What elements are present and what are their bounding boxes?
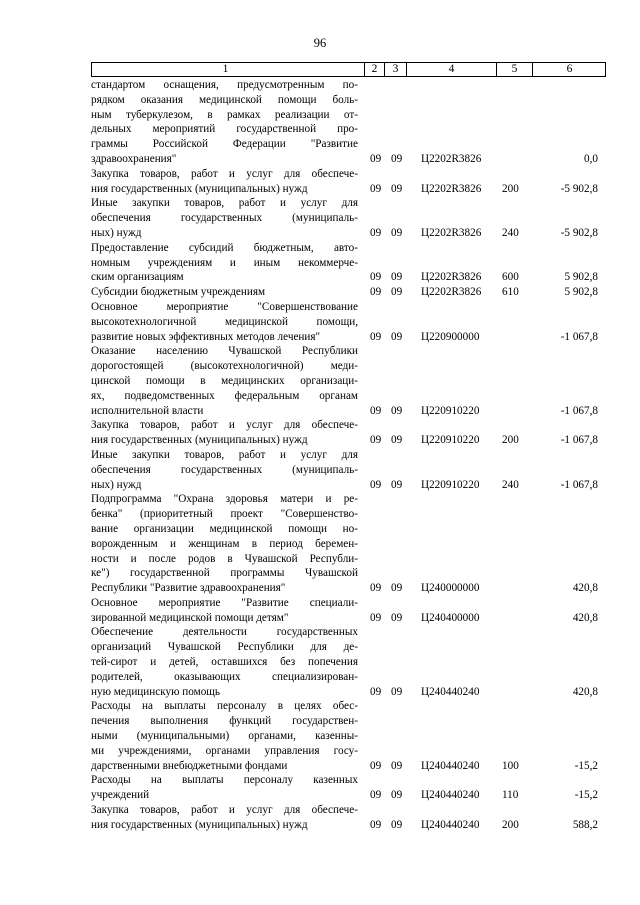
- header-col-5: 5: [496, 63, 532, 76]
- amount: 420,8: [572, 611, 598, 624]
- subsection-code: 09: [391, 286, 403, 299]
- description-line: Основное мероприятие "Совершенствование: [91, 300, 358, 313]
- subsection-code: 09: [391, 478, 403, 491]
- section-code: 09: [370, 404, 382, 417]
- description-line: бенка" (приоритетный проект "Совершенство-: [91, 508, 358, 521]
- target-item-code: Ц2202R3826: [421, 182, 482, 195]
- target-item-code: Ц220910220: [421, 478, 480, 491]
- subsection-code: 09: [391, 182, 403, 195]
- table-row: [91, 196, 606, 240]
- section-code: 09: [370, 611, 382, 624]
- description-line: ности и после родов в Чувашской Республи-: [91, 552, 358, 565]
- table-row: [91, 241, 606, 285]
- section-code: 09: [370, 582, 382, 595]
- expense-type-code: 100: [502, 759, 519, 772]
- table-row: [91, 625, 606, 699]
- description-line: ным туберкулезом, в рамках реализации от-: [91, 108, 358, 121]
- description-line: обеспечения государственных (муниципаль-: [91, 212, 358, 225]
- description-line: Иные закупки товаров, работ и услуг для: [91, 448, 358, 461]
- target-item-code: Ц220900000: [421, 330, 480, 343]
- subsection-code: 09: [391, 271, 403, 284]
- description-line: ных) нужд: [91, 226, 142, 239]
- expense-type-code: 110: [502, 789, 519, 802]
- table-row: [91, 773, 606, 803]
- description-line: развитие новых эффективных методов лечения": [91, 330, 321, 343]
- table-row: [91, 492, 606, 596]
- row-description: [91, 167, 358, 197]
- target-item-code: Ц2202R3826: [421, 152, 482, 165]
- subsection-code: 09: [391, 759, 403, 772]
- description-line: цинской помощи в медицинских организаци-: [91, 374, 358, 387]
- amount: -5 902,8: [560, 182, 598, 195]
- section-code: 09: [370, 759, 382, 772]
- row-description: [91, 344, 358, 418]
- description-line: рядком оказания медицинской помощи боль-: [91, 93, 358, 106]
- table-row: [91, 596, 606, 626]
- table-body: [91, 78, 606, 833]
- row-description: [91, 773, 358, 803]
- section-code: 09: [370, 685, 382, 698]
- section-code: 09: [370, 226, 382, 239]
- row-description: [91, 196, 358, 240]
- description-line: ским организациям: [91, 271, 184, 284]
- expense-type-code: 200: [502, 818, 519, 831]
- description-line: ния государственных (муниципальных) нужд: [91, 818, 308, 831]
- row-description: [91, 241, 358, 285]
- row-description: [91, 448, 358, 492]
- header-col-1: 1: [222, 63, 229, 75]
- expense-type-code: 240: [502, 478, 519, 491]
- table-row: [91, 448, 606, 492]
- description-line: учреждений: [91, 789, 150, 802]
- description-line: здравоохранения": [91, 152, 177, 165]
- section-code: 09: [370, 152, 382, 165]
- table-row: [91, 285, 606, 300]
- description-line: Субсидии бюджетным учреждениям: [91, 286, 266, 299]
- description-line: стандартом оснащения, предусмотренным по-: [91, 79, 358, 91]
- target-item-code: Ц240440240: [421, 759, 480, 772]
- amount: 588,2: [572, 818, 598, 831]
- target-item-code: Ц240440240: [421, 789, 480, 802]
- description-line: дорогостоящей (высокотехнологичной) меди-: [91, 360, 358, 373]
- description-line: ния государственных (муниципальных) нужд: [91, 434, 308, 447]
- target-item-code: Ц240440240: [421, 818, 480, 831]
- amount: -5 902,8: [560, 226, 598, 239]
- subsection-code: 09: [391, 330, 403, 343]
- target-item-code: Ц220910220: [421, 404, 480, 417]
- section-code: 09: [370, 182, 382, 195]
- description-line: Основное мероприятие "Развитие специали-: [91, 596, 358, 609]
- header-col-4: 4: [406, 63, 496, 76]
- description-line: Расходы на выплаты персоналу казенных: [91, 774, 358, 787]
- description-line: дарственными внебюджетными фондами: [91, 759, 288, 772]
- section-code: 09: [370, 286, 382, 299]
- table-row: [91, 344, 606, 418]
- amount: -1 067,8: [560, 404, 598, 417]
- expense-type-code: 610: [502, 286, 519, 299]
- target-item-code: Ц2202R3826: [421, 286, 482, 299]
- subsection-code: 09: [391, 789, 403, 802]
- description-line: ных) нужд: [91, 478, 142, 491]
- amount: -15,2: [574, 759, 598, 772]
- row-description: [91, 300, 358, 344]
- subsection-code: 09: [391, 404, 403, 417]
- description-line: ке") государственной программы Чувашской: [91, 567, 358, 580]
- table-header: [91, 62, 606, 77]
- page-number: 96: [313, 36, 327, 50]
- table-row: [91, 78, 606, 167]
- description-line: Закупка товаров, работ и услуг для обеспече-: [91, 804, 358, 817]
- header-col-3: 3: [384, 63, 406, 76]
- target-item-code: Ц220910220: [421, 434, 480, 447]
- amount: 420,8: [572, 685, 598, 698]
- description-line: высокотехнологичной медицинской помощи,: [91, 315, 358, 328]
- header-col-2: 2: [364, 63, 384, 76]
- amount: 420,8: [572, 582, 598, 595]
- table-row: [91, 803, 606, 833]
- row-description: [91, 285, 358, 300]
- description-line: тей-сирот и детей, оставшихся без попечения: [91, 656, 358, 669]
- description-line: организаций Чувашской Республики для де-: [91, 641, 358, 654]
- description-line: граммы Российской Федерации "Развитие: [91, 138, 358, 151]
- target-item-code: Ц240400000: [421, 611, 480, 624]
- amount: 0,0: [584, 152, 598, 165]
- section-code: 09: [370, 330, 382, 343]
- description-line: печения выполнения функций государствен-: [91, 715, 358, 728]
- row-description: [91, 596, 358, 626]
- section-code: 09: [370, 789, 382, 802]
- row-description: [91, 492, 358, 596]
- description-line: вание организации медицинской помощи но-: [91, 522, 358, 535]
- row-description: [91, 699, 358, 773]
- expense-type-code: 240: [502, 226, 519, 239]
- description-line: ях, подведомственных федеральным органам: [91, 389, 358, 402]
- description-line: ворожденным и женщинам в период беремен-: [91, 537, 358, 550]
- description-line: ми учреждениями, органами управления госу-: [91, 744, 358, 757]
- description-line: ния государственных (муниципальных) нужд: [91, 182, 308, 195]
- subsection-code: 09: [391, 582, 403, 595]
- table-row: [91, 167, 606, 197]
- section-code: 09: [370, 478, 382, 491]
- target-item-code: Ц2202R3826: [421, 271, 482, 284]
- amount: -15,2: [574, 789, 598, 802]
- row-description: [91, 78, 358, 167]
- row-description: [91, 625, 358, 699]
- description-line: ную медицинскую помощь: [91, 685, 221, 698]
- description-line: Обеспечение деятельности государственных: [91, 626, 358, 639]
- description-line: Расходы на выплаты персоналу в целях обес-: [91, 700, 358, 713]
- table-row: [91, 300, 606, 344]
- expense-type-code: 200: [502, 434, 519, 447]
- description-line: Подпрограмма "Охрана здоровья матери и ре-: [91, 493, 358, 506]
- description-line: Оказание населению Чувашской Республики: [91, 345, 358, 358]
- description-line: родителей, оказывающих специализирован-: [91, 670, 358, 683]
- amount: -1 067,8: [560, 330, 598, 343]
- row-description: [91, 803, 358, 833]
- table-row: [91, 418, 606, 448]
- subsection-code: 09: [391, 818, 403, 831]
- description-line: номным учреждениям и иным некоммерче-: [91, 256, 358, 269]
- target-item-code: Ц2202R3826: [421, 226, 482, 239]
- table-row: [91, 699, 606, 773]
- expense-type-code: 200: [502, 182, 519, 195]
- header-col-6: 6: [532, 63, 606, 76]
- subsection-code: 09: [391, 611, 403, 624]
- description-line: Закупка товаров, работ и услуг для обеспече-: [91, 167, 358, 180]
- section-code: 09: [370, 434, 382, 447]
- section-code: 09: [370, 271, 382, 284]
- description-line: Республики "Развитие здравоохранения": [91, 582, 286, 595]
- section-code: 09: [370, 818, 382, 831]
- description-line: зированной медицинской помощи детям": [91, 611, 289, 624]
- description-line: обеспечения государственных (муниципаль-: [91, 463, 358, 476]
- description-line: ными (муниципальными) органами, казенны-: [91, 730, 358, 743]
- amount: -1 067,8: [560, 478, 598, 491]
- amount: 5 902,8: [564, 271, 598, 284]
- target-item-code: Ц240000000: [421, 582, 480, 595]
- description-line: исполнительной власти: [91, 404, 204, 417]
- subsection-code: 09: [391, 685, 403, 698]
- description-line: Иные закупки товаров, работ и услуг для: [91, 197, 358, 210]
- subsection-code: 09: [391, 226, 403, 239]
- row-description: [91, 418, 358, 448]
- subsection-code: 09: [391, 434, 403, 447]
- description-line: дельных мероприятий государственной про-: [91, 123, 358, 136]
- subsection-code: 09: [391, 152, 403, 165]
- amount: 5 902,8: [564, 286, 598, 299]
- target-item-code: Ц240440240: [421, 685, 480, 698]
- amount: -1 067,8: [560, 434, 598, 447]
- expense-type-code: 600: [502, 271, 519, 284]
- description-line: Предоставление субсидий бюджетным, авто-: [91, 241, 358, 254]
- description-line: Закупка товаров, работ и услуг для обеспече-: [91, 419, 358, 432]
